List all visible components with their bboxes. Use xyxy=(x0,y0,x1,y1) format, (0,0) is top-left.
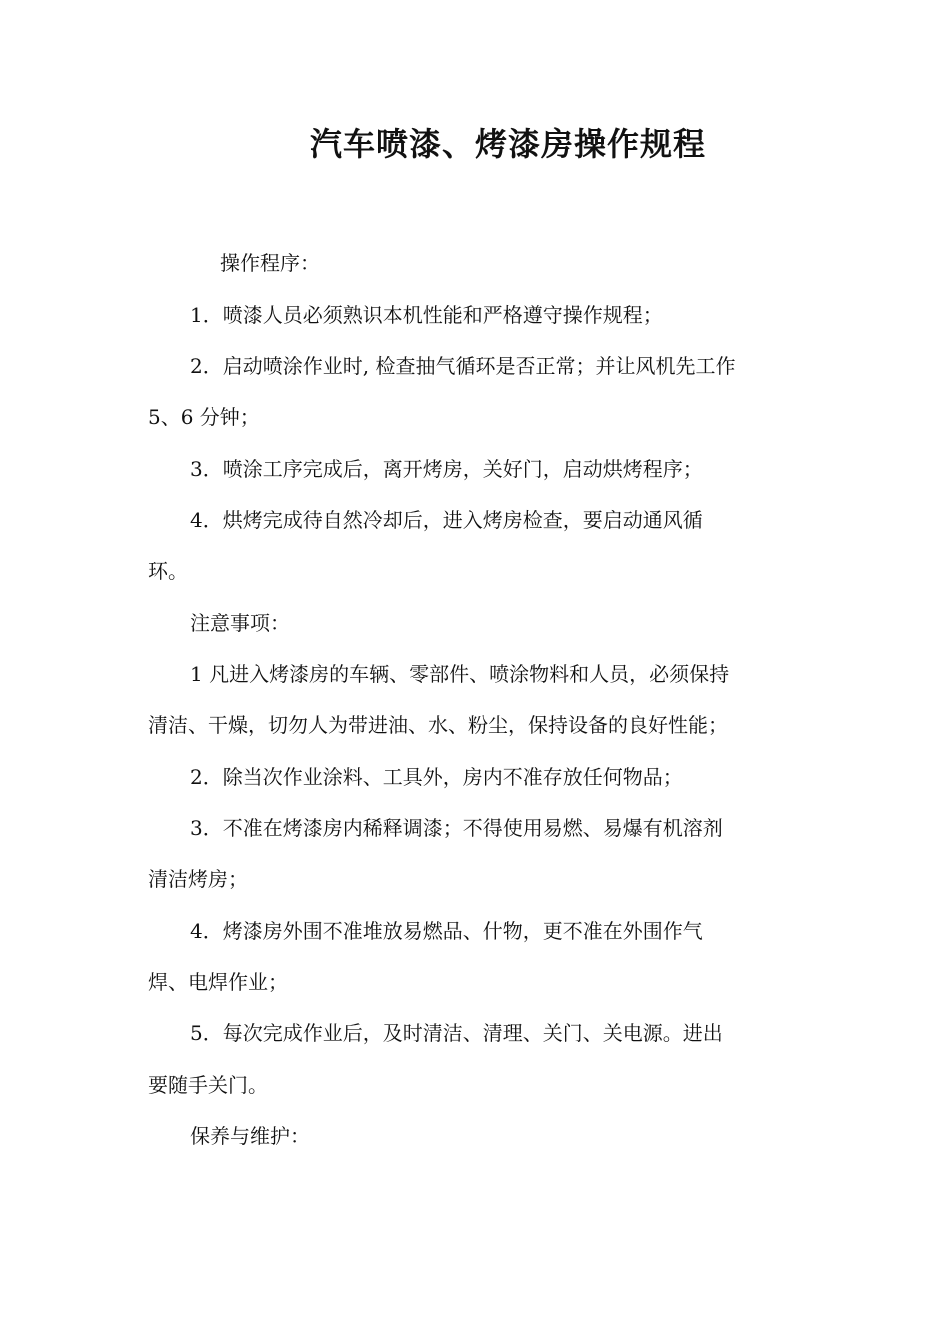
section-heading-notes: 注意事项： xyxy=(190,611,290,635)
note-5-continued: 要随手关门。 xyxy=(148,1073,268,1097)
procedure-step-1: 1．喷漆人员必须熟识本机性能和严格遵守操作规程； xyxy=(190,303,663,327)
procedure-step-3: 3．喷涂工序完成后，离开烤房，关好门，启动烘烤程序； xyxy=(190,457,703,481)
note-5: 5．每次完成作业后，及时清洁、清理、关门、关电源。进出 xyxy=(190,1021,723,1045)
note-2: 2．除当次作业涂料、工具外，房内不准存放任何物品； xyxy=(190,765,683,789)
procedure-step-4-continued: 环。 xyxy=(148,559,188,583)
note-1-continued: 清洁、干燥，切勿人为带进油、水、粉尘，保持设备的良好性能； xyxy=(148,713,728,737)
note-4-continued: 焊、电焊作业； xyxy=(148,970,288,994)
note-1: 1 凡进入烤漆房的车辆、零部件、喷涂物料和人员，必须保持 xyxy=(190,662,730,686)
procedure-step-2: 2．启动喷涂作业时, 检查抽气循环是否正常；并让风机先工作 xyxy=(190,354,736,378)
section-heading-procedure: 操作程序： xyxy=(220,251,320,275)
section-heading-maintenance: 保养与维护： xyxy=(190,1124,310,1148)
procedure-step-2-continued: 5、6 分钟； xyxy=(148,405,260,429)
document-title: 汽车喷漆、烤漆房操作规程 xyxy=(309,125,706,163)
procedure-step-4: 4．烘烤完成待自然冷却后，进入烤房检查，要启动通风循 xyxy=(190,508,703,532)
note-3: 3．不准在烤漆房内稀释调漆；不得使用易燃、易爆有机溶剂 xyxy=(190,816,723,840)
note-3-continued: 清洁烤房； xyxy=(148,867,248,891)
note-4: 4．烤漆房外围不准堆放易燃品、什物，更不准在外围作气 xyxy=(190,919,703,943)
